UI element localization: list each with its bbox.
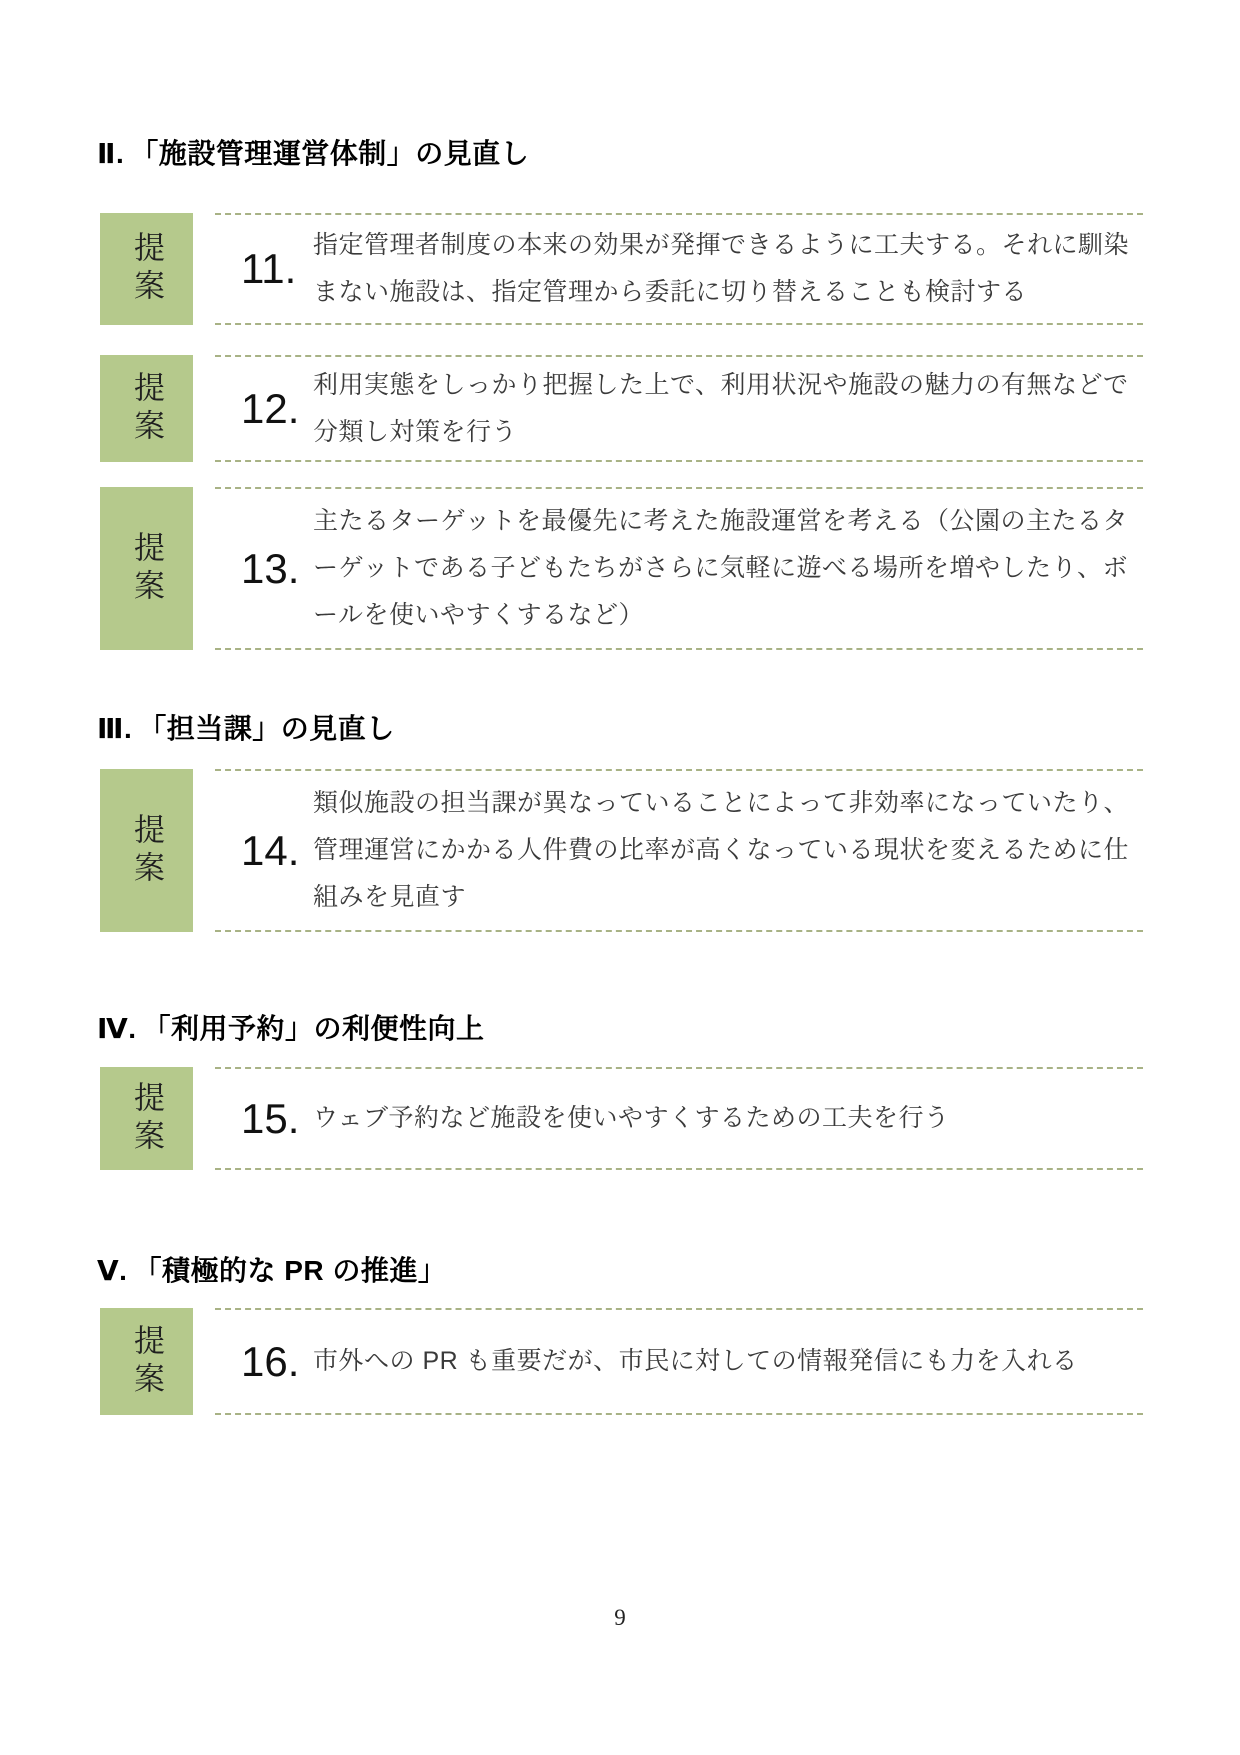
section-numeral: Ⅲ. (97, 713, 133, 744)
proposal-number: 13. (241, 544, 300, 592)
section-numeral: Ⅴ. (97, 1255, 128, 1286)
section-heading-5 (97, 1255, 1240, 1287)
proposal-number: 15. (241, 1094, 300, 1142)
proposal-tag: 提案 (100, 769, 193, 932)
proposal-row-16 (100, 1308, 1143, 1415)
section-title: 「施設管理運営体制」の見直し (130, 138, 530, 169)
proposal-tag: 提案 (100, 487, 193, 650)
proposal-number: 11. (241, 245, 297, 292)
proposal-text: 類似施設の担当課が異なっていることによって非効率になっていたり、管理運営にかかる人件費の比率が高くなっている現状を変えるために仕組みを見直す (313, 789, 1130, 911)
proposal-row-14 (100, 769, 1143, 932)
proposal-text: 市外への PR も重要だが、市民に対しての情報発信にも力を入れる (313, 1347, 1078, 1375)
proposal-tag: 提案 (100, 213, 193, 325)
section-heading-3 (97, 713, 1240, 745)
section-title: 「担当課」の見直し (138, 713, 395, 744)
section-heading-4 (97, 1013, 1240, 1045)
proposal-tag: 提案 (100, 355, 193, 462)
section-numeral: Ⅳ. (97, 1013, 137, 1044)
proposal-content (215, 487, 1143, 650)
proposal-content (215, 355, 1143, 462)
proposal-text: 利用実態をしっかり把握した上で、利用状況や施設の魅力の有無などで分類し対策を行う (313, 370, 1129, 446)
proposal-content (215, 1308, 1143, 1415)
page-number: 9 (614, 1605, 626, 1630)
proposal-text: 主たるターゲットを最優先に考えた施設運営を考える（公園の主たるターゲットである子どもたちがさらに気軽に遊べる場所を増やしたり、ボールを使いやすくするなど） (313, 507, 1129, 629)
proposal-content (215, 1067, 1143, 1170)
section-title: 「積極的な PR の推進」 (133, 1255, 447, 1286)
proposal-row-13 (100, 487, 1143, 650)
section-heading-2 (97, 138, 1240, 170)
section-numeral: Ⅱ. (97, 138, 125, 169)
proposal-number: 14. (241, 826, 300, 874)
proposal-content (215, 213, 1143, 325)
proposal-text: 指定管理者制度の本来の効果が発揮できるように工夫する。それに馴染まない施設は、指定管理から委託に切り替えることも検討する (313, 231, 1130, 306)
proposal-tag: 提案 (100, 1308, 193, 1415)
proposal-number: 16. (241, 1337, 300, 1385)
proposal-content (215, 769, 1143, 932)
proposal-tag: 提案 (100, 1067, 193, 1170)
section-title: 「利用予約」の利便性向上 (142, 1013, 485, 1044)
proposal-row-12 (100, 355, 1143, 462)
proposal-text: ウェブ予約など施設を使いやすくするための工夫を行う (313, 1104, 950, 1132)
proposal-row-11 (100, 213, 1143, 325)
proposal-row-15 (100, 1067, 1143, 1170)
proposal-number: 12. (241, 384, 300, 432)
